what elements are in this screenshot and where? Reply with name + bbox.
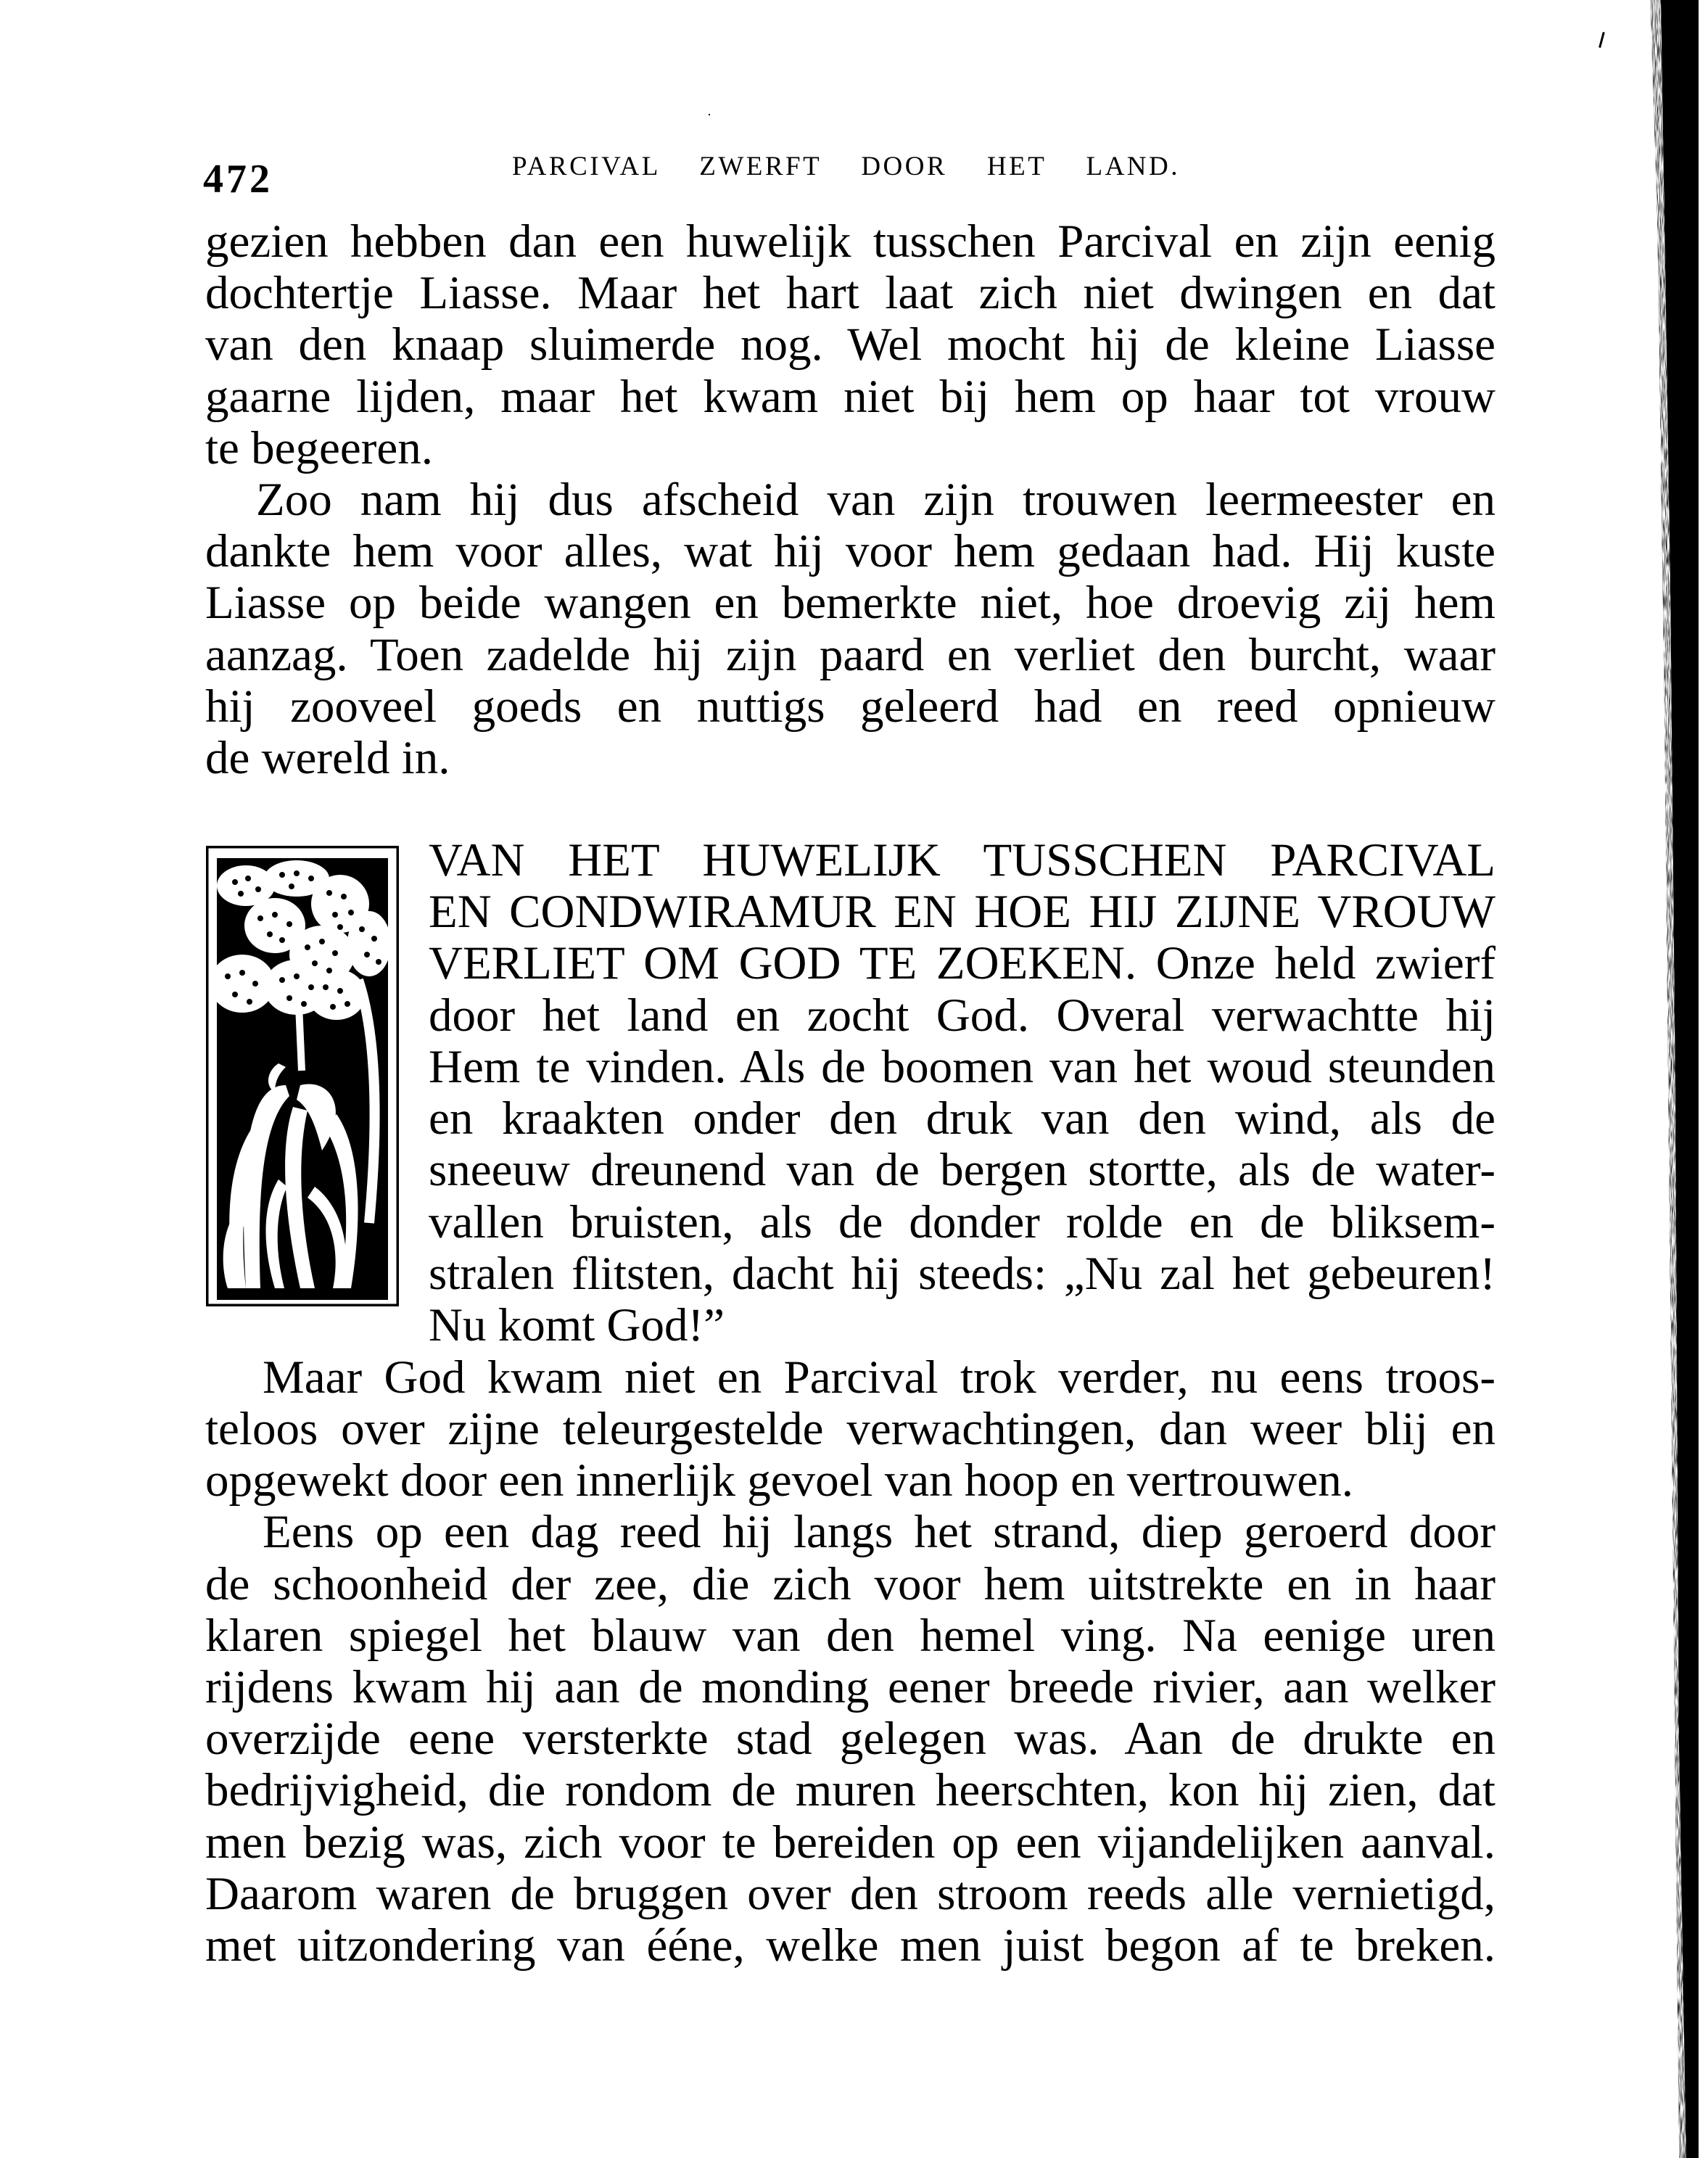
chapter-heading-text: Onze held zwierf [1136,937,1495,989]
text-line: aanzag. Toen zadelde hij zijn paard en verliet den burcht, waar [205,629,1495,681]
text-line: de wereld in. [205,732,450,784]
text-line: sneeuw dreunend van de bergen stortte, als de water- [429,1144,1495,1196]
text-line: men bezig was, zich voor te bereiden op een vijandelijken aanval. [205,1816,1495,1869]
text-line: hij zooveel goeds en nuttigs geleerd had en reed opnieuw [205,680,1495,733]
text-line: teloos over zijne teleurgestelde verwachtingen, dan weer blij en [205,1403,1495,1455]
text-line: gezien hebben dan een huwelijk tusschen Parcival en zijn eenig [205,215,1495,268]
text-line: bedrijvigheid, die rondom de muren heerschten, kon hij zien, dat [205,1764,1495,1816]
text-line: met uitzondering van ééne, welke men juist begon af te breken. [205,1919,1495,1972]
text-line: Maar God kwam niet en Parcival trok verder, nu eens troos- [263,1351,1495,1404]
text-line: gaarne lijden, maar het kwam niet bij hem op haar tot vrouw [205,371,1495,423]
text-line: dochtertje Liasse. Maar het hart laat zich niet dwingen en dat [205,267,1495,319]
scan-speck [1598,32,1605,48]
floral-ornament-icon [206,846,399,1306]
text-line: te begeeren. [205,422,433,474]
page-number [203,154,273,205]
text-line: door het land en zocht God. Overal verwachtte hij [429,989,1495,1042]
running-title: PARCIVAL ZWERFT DOOR HET LAND. [512,152,1180,181]
text-line: dankte hem voor alles, wat hij voor hem gedaan had. Hij kuste [205,525,1495,577]
text-line: opgewekt door een innerlijk gevoel van hoop en vertrouwen. [205,1454,1353,1507]
text-line: Daarom waren de bruggen over den stroom reeds alle vernietigd, [205,1868,1495,1920]
text-line: Liasse op beide wangen en bemerkte niet, hoe droevig zij hem [205,577,1495,629]
text-line: Hem te vinden. Als de boomen van het woud steunden [429,1041,1495,1093]
text-line: en kraakten onder den druk van den wind, als de [429,1092,1495,1145]
scan-speck [709,114,710,115]
text-line: de schoonheid der zee, die zich voor hem uitstrekte en in haar [205,1558,1495,1610]
chapter-heading-line: EN CONDWIRAMUR EN HOE HIJ ZIJNE VROUW [429,886,1495,938]
page-number-text: 472 [203,157,273,202]
chapter-heading-line: VAN HET HUWELIJK TUSSCHEN PARCIVAL [429,834,1495,886]
chapter-heading-caps: VERLIET OM GOD TE ZOEKEN. [429,937,1137,989]
text-line: Eens op een dag reed hij langs het strand, diep geroerd door [263,1506,1495,1558]
text-line: overzijde eene versterkte stad gelegen was. Aan de drukte en [205,1713,1495,1765]
scan-edge-shadow [1643,0,1708,2158]
text-line: stralen flitsten, dacht hij steeds: „Nu zal het gebeuren! [429,1248,1495,1300]
text-line: klaren spiegel het blauw van den hemel ving. Na eenige uren [205,1610,1495,1662]
text-line: rijdens kwam hij aan de monding eener breede rivier, aan welker [205,1661,1495,1713]
text-line: Nu komt God!” [429,1299,725,1351]
text-line: van den knaap sluimerde nog. Wel mocht hij de kleine Liasse [205,318,1495,371]
chapter-heading-mixed-line [429,938,1495,989]
text-line: Zoo nam hij dus afscheid van zijn trouwen leermeester en [256,474,1495,526]
text-line: vallen bruisten, als de donder rolde en de bliksem- [429,1196,1495,1248]
